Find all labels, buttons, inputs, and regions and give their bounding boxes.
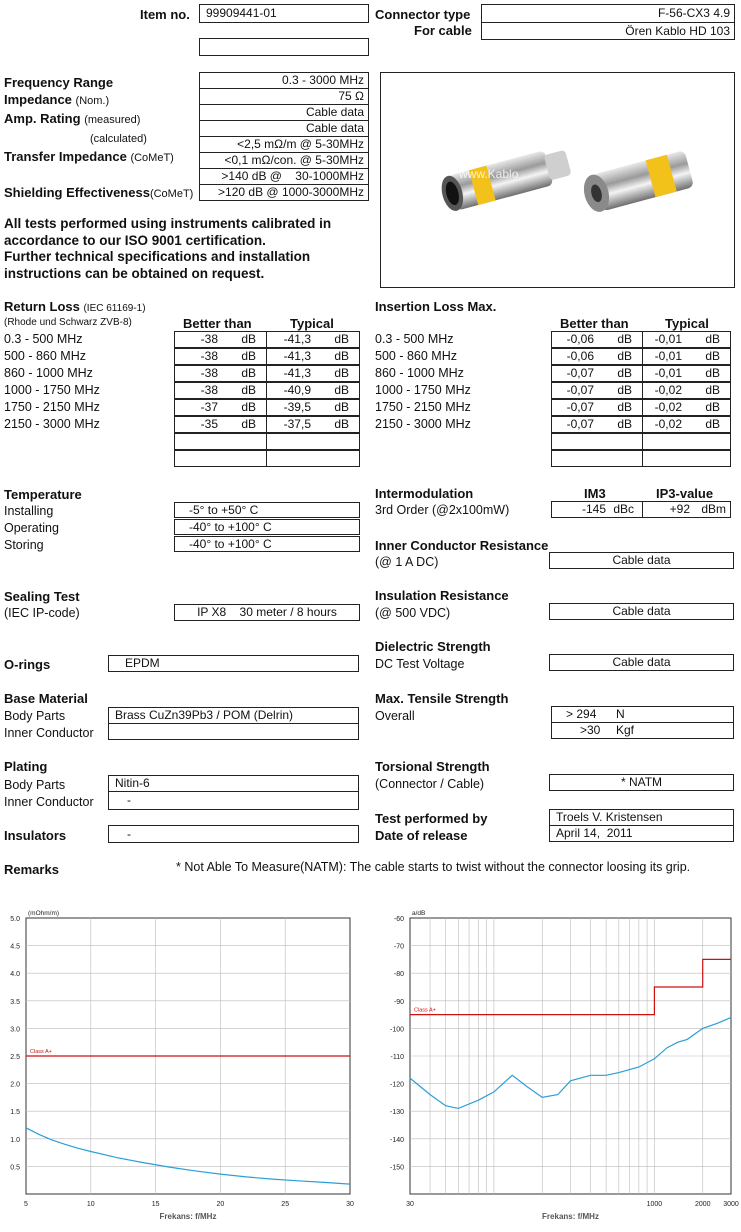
return_loss-typical-unit: dB bbox=[334, 400, 349, 414]
y-tick-label: -120 bbox=[389, 1081, 404, 1089]
return_loss-empty bbox=[174, 433, 267, 450]
amp-measured-sub: (measured) bbox=[84, 114, 141, 126]
transfer-impedance-label: Transfer Impedance bbox=[4, 149, 127, 164]
insertion_loss-better-value: -0,06 bbox=[566, 332, 594, 346]
return_loss-freq: 1000 - 1750 MHz bbox=[4, 383, 100, 397]
operating-field: -40° to +100° C bbox=[174, 519, 360, 535]
inner-res-title: Inner Conductor Resistance bbox=[375, 538, 549, 553]
insertion_loss-better-unit: dB bbox=[617, 332, 632, 346]
insertion_loss-typical-value: -0,01 bbox=[654, 366, 682, 380]
shielding-sub: (CoMeT) bbox=[149, 188, 194, 200]
watermark: www.Kablo bbox=[459, 167, 519, 181]
spec-value: Cable data bbox=[199, 120, 369, 137]
connector-photo-image bbox=[381, 73, 734, 287]
return_loss-freq: 500 - 860 MHz bbox=[4, 349, 86, 363]
plating-body-field: Nitin-6 bbox=[108, 775, 359, 792]
insertion_loss-better-unit: dB bbox=[617, 417, 632, 431]
insertion_loss-typical-value: -0,01 bbox=[654, 349, 682, 363]
x-tick-label: 10 bbox=[86, 1201, 95, 1208]
y-tick-label: -60 bbox=[393, 916, 404, 923]
return-loss-std: (IEC 61169-1) bbox=[83, 303, 146, 314]
x-tick-label: 30 bbox=[346, 1201, 354, 1208]
insertion_loss-typical-unit: dB bbox=[705, 400, 720, 414]
y-tick-label: -150 bbox=[389, 1164, 404, 1172]
installing-label: Installing bbox=[4, 504, 54, 518]
operating-label: Operating bbox=[4, 521, 59, 535]
for-cable-label: For cable bbox=[414, 23, 472, 38]
insertion_loss-freq: 500 - 860 MHz bbox=[375, 349, 457, 363]
insertion-loss-title: Insertion Loss Max. bbox=[375, 299, 497, 314]
return_loss-typical bbox=[266, 382, 360, 399]
third-order-label: 3rd Order (@2x100mW) bbox=[375, 503, 510, 517]
x-tick-label: 3000 bbox=[723, 1201, 739, 1208]
intermod-title: Intermodulation bbox=[375, 486, 474, 501]
impedance-sub: (Nom.) bbox=[75, 95, 110, 107]
plating-inner-field: - bbox=[108, 791, 359, 810]
amp-rating-label: Amp. Rating bbox=[4, 111, 81, 126]
x-tick-label: 1000 bbox=[646, 1201, 663, 1208]
tensile-n-unit: N bbox=[616, 707, 625, 721]
insertion_loss-typical-value: -0,02 bbox=[654, 383, 682, 397]
im3-col: IM3 bbox=[584, 486, 606, 501]
insertion_loss-better-unit: dB bbox=[617, 383, 632, 397]
spec-value: Cable data bbox=[199, 104, 369, 121]
return_loss-better-value: -38 bbox=[200, 383, 218, 397]
x-tick-label: 30 bbox=[406, 1201, 414, 1208]
tensile-kgf-unit: Kgf bbox=[616, 723, 635, 737]
return_loss-typical-value: -37,5 bbox=[283, 417, 311, 431]
x-tick-label: 20 bbox=[216, 1201, 225, 1208]
insertion_loss-typical bbox=[642, 382, 731, 399]
storing-field: -40° to +100° C bbox=[174, 536, 360, 552]
connector-type-field: F-56-CX3 4.9 bbox=[481, 4, 735, 23]
insertion_loss-better bbox=[551, 399, 643, 416]
product-photo bbox=[380, 72, 735, 288]
y-tick-label: 4.0 bbox=[10, 971, 20, 979]
insulators-field: - bbox=[108, 825, 359, 843]
insertion_loss-better bbox=[551, 416, 643, 433]
transfer-impedance-chart bbox=[0, 905, 360, 1232]
spec-labels bbox=[4, 74, 193, 203]
spec-value: 0.3 - 3000 MHz bbox=[199, 72, 369, 89]
insertion_loss-typical-unit: dB bbox=[705, 332, 720, 346]
insertion_loss-typical bbox=[642, 348, 731, 365]
insertion_loss-better bbox=[551, 348, 643, 365]
return_loss-typical-unit: dB bbox=[334, 417, 349, 431]
x-axis-label: Frekans: f/MHz bbox=[542, 1212, 599, 1221]
insertion_loss-typical-value: -0,02 bbox=[654, 417, 682, 431]
tensile-sub: Overall bbox=[375, 709, 415, 723]
ip3-value bbox=[642, 501, 731, 518]
rl-col-better: Better than bbox=[183, 316, 252, 331]
note-line: Further technical specifications and installation bbox=[4, 249, 311, 264]
insertion_loss-better bbox=[551, 382, 643, 399]
y-tick-label: -140 bbox=[389, 1136, 404, 1144]
return_loss-freq: 0.3 - 500 MHz bbox=[4, 332, 83, 346]
dielectric-sub: DC Test Voltage bbox=[375, 657, 465, 671]
il-col-better: Better than bbox=[560, 316, 629, 331]
note-line: instructions can be obtained on request. bbox=[4, 265, 265, 281]
y-tick-label: -130 bbox=[389, 1109, 404, 1117]
dielectric-field: Cable data bbox=[549, 654, 734, 671]
sealing-title: Sealing Test bbox=[4, 589, 80, 604]
transfer-sub: (CoMeT) bbox=[130, 152, 174, 164]
return_loss-typical-value: -41,3 bbox=[283, 366, 311, 380]
return_loss-better-value: -35 bbox=[200, 417, 218, 431]
temperature-title: Temperature bbox=[4, 487, 82, 502]
return_loss-freq: 860 - 1000 MHz bbox=[4, 366, 93, 380]
return_loss-better bbox=[174, 331, 267, 348]
return_loss-typical bbox=[266, 416, 360, 433]
return_loss-better-unit: dB bbox=[241, 332, 256, 346]
insulation-sub: (@ 500 VDC) bbox=[375, 606, 451, 620]
return_loss-better-unit: dB bbox=[241, 383, 256, 397]
return-loss-label: Return Loss bbox=[4, 299, 80, 314]
insertion_loss-freq: 1000 - 1750 MHz bbox=[375, 383, 471, 397]
x-axis-label: Frekans: f/MHz bbox=[159, 1212, 217, 1221]
spec-value: <0,1 mΩ/con. @ 5-30MHz bbox=[199, 152, 369, 169]
tensile-n bbox=[551, 706, 734, 723]
inner-res-field: Cable data bbox=[549, 552, 734, 569]
insulators-title: Insulators bbox=[4, 828, 67, 843]
return-loss-title bbox=[4, 299, 146, 314]
impedance-label: Impedance bbox=[4, 92, 72, 107]
return_loss-better bbox=[174, 382, 267, 399]
return_loss-empty bbox=[174, 450, 267, 467]
y-tick-label: 5.0 bbox=[10, 916, 20, 923]
test-by-field: Troels V. Kristensen bbox=[549, 809, 734, 826]
return_loss-empty bbox=[266, 433, 360, 450]
torsional-sub: (Connector / Cable) bbox=[375, 777, 485, 791]
insertion_loss-typical-unit: dB bbox=[705, 366, 720, 380]
insertion_loss-better-value: -0,07 bbox=[566, 366, 594, 380]
insertion_loss-typical bbox=[642, 365, 731, 382]
insertion_loss-typical-value: -0,01 bbox=[654, 332, 682, 346]
insertion_loss-freq: 0.3 - 500 MHz bbox=[375, 332, 454, 346]
plating-title: Plating bbox=[4, 759, 48, 774]
return_loss-typical-value: -40,9 bbox=[283, 383, 311, 397]
return_loss-better-unit: dB bbox=[241, 417, 256, 431]
spec-value: 75 Ω bbox=[199, 88, 369, 105]
connector-type-label: Connector type bbox=[375, 7, 471, 22]
insertion_loss-empty bbox=[642, 450, 731, 467]
item-label: Item no. bbox=[140, 7, 190, 22]
remarks-text: * Not Able To Measure(NATM): The cable starts to twist without the connector loosing its grip. bbox=[176, 860, 691, 874]
return-loss-device: (Rhode und Schwarz ZVB-8) bbox=[4, 317, 132, 328]
tensile-n-value: > 294 bbox=[566, 707, 597, 721]
insertion_loss-empty bbox=[642, 433, 731, 450]
torsional-field: * NATM bbox=[549, 774, 734, 791]
im3-number: -145 bbox=[581, 502, 606, 516]
base-inner-label: Inner Conductor bbox=[4, 726, 94, 740]
y-tick-label: -110 bbox=[390, 1054, 404, 1061]
y-tick-label: -100 bbox=[389, 1026, 404, 1034]
insertion_loss-better-unit: dB bbox=[617, 349, 632, 363]
ip3-col: IP3-value bbox=[656, 486, 714, 501]
y-tick-label: 3.5 bbox=[10, 998, 20, 1006]
tensile-kgf bbox=[551, 722, 734, 739]
x-tick-label: 25 bbox=[281, 1201, 290, 1208]
x-tick-label: 5 bbox=[24, 1201, 28, 1208]
return_loss-typical bbox=[266, 365, 360, 382]
insertion_loss-better-unit: dB bbox=[617, 400, 632, 414]
insertion_loss-better-unit: dB bbox=[617, 366, 632, 380]
remarks-title: Remarks bbox=[4, 862, 59, 877]
insertion_loss-freq: 2150 - 3000 MHz bbox=[375, 417, 471, 431]
return_loss-better-value: -38 bbox=[200, 349, 218, 363]
y-tick-label: 0.5 bbox=[10, 1164, 20, 1172]
base-body-label: Body Parts bbox=[4, 709, 66, 723]
spec-value: <2,5 mΩ/m @ 5-30MHz bbox=[199, 136, 369, 153]
return_loss-better-unit: dB bbox=[241, 349, 256, 363]
base-material-title: Base Material bbox=[4, 691, 88, 706]
y-tick-label: 2.5 bbox=[10, 1054, 20, 1061]
return_loss-freq: 2150 - 3000 MHz bbox=[4, 417, 100, 431]
return_loss-typical-value: -39,5 bbox=[283, 400, 311, 414]
im3-value bbox=[551, 501, 643, 518]
return_loss-typical-value: -41,3 bbox=[283, 349, 311, 363]
tensile-title: Max. Tensile Strength bbox=[375, 691, 509, 706]
y-axis-label: a/dB bbox=[412, 910, 426, 917]
insertion_loss-typical-value: -0,02 bbox=[654, 400, 682, 414]
y-tick-label: -90 bbox=[393, 998, 404, 1006]
x-tick-label: 2000 bbox=[694, 1201, 711, 1208]
release-date-field: April 14, 2011 bbox=[549, 825, 734, 842]
insertion_loss-better-value: -0,06 bbox=[566, 349, 594, 363]
y-tick-label: -80 bbox=[393, 971, 404, 979]
base-body-field: Brass CuZn39Pb3 / POM (Delrin) bbox=[108, 707, 359, 724]
insertion_loss-typical-unit: dB bbox=[705, 417, 720, 431]
y-tick-label: 1.5 bbox=[10, 1109, 20, 1117]
spec-value: >120 dB @ 1000-3000MHz bbox=[199, 184, 369, 201]
return_loss-better bbox=[174, 416, 267, 433]
insertion_loss-typical bbox=[642, 399, 731, 416]
tensile-kgf-value: >30 bbox=[580, 723, 601, 737]
sealing-field: IP X8 30 meter / 8 hours bbox=[174, 604, 360, 621]
return_loss-better-value: -37 bbox=[200, 400, 218, 414]
insertion_loss-typical bbox=[642, 416, 731, 433]
release-date-label: Date of release bbox=[375, 828, 468, 843]
note-line: accordance to our ISO 9001 certification. bbox=[4, 232, 266, 248]
return_loss-freq: 1750 - 2150 MHz bbox=[4, 400, 100, 414]
y-tick-label: 1.0 bbox=[10, 1136, 20, 1144]
return_loss-typical-unit: dB bbox=[334, 383, 349, 397]
frequency-range-label: Frequency Range bbox=[4, 75, 114, 90]
x-tick-label: 15 bbox=[151, 1201, 160, 1208]
return_loss-typical-value: -41,3 bbox=[283, 332, 311, 346]
insulation-title: Insulation Resistance bbox=[375, 588, 509, 603]
insertion_loss-better bbox=[551, 331, 643, 348]
spec-value: >140 dB @ 30-1000MHz bbox=[199, 168, 369, 185]
torsional-title: Torsional Strength bbox=[375, 759, 490, 774]
insertion_loss-empty bbox=[551, 450, 643, 467]
amp-calculated-sub: (calculated) bbox=[90, 133, 147, 145]
return_loss-typical-unit: dB bbox=[334, 349, 349, 363]
return_loss-typical bbox=[266, 348, 360, 365]
insertion_loss-typical-unit: dB bbox=[705, 349, 720, 363]
inner-res-sub: (@ 1 A DC) bbox=[375, 555, 439, 569]
sealing-sub: (IEC IP-code) bbox=[4, 606, 80, 620]
return_loss-better-value: -38 bbox=[200, 332, 218, 346]
insertion_loss-freq: 1750 - 2150 MHz bbox=[375, 400, 471, 414]
plating-inner-label: Inner Conductor bbox=[4, 795, 94, 809]
return_loss-typical-unit: dB bbox=[334, 366, 349, 380]
return_loss-better bbox=[174, 399, 267, 416]
return_loss-better-value: -38 bbox=[200, 366, 218, 380]
y-tick-label: 4.5 bbox=[10, 943, 20, 951]
insertion_loss-better-value: -0,07 bbox=[566, 400, 594, 414]
return_loss-empty bbox=[266, 450, 360, 467]
im3-unit: dBc bbox=[613, 502, 634, 516]
rl-col-typical: Typical bbox=[290, 316, 334, 331]
insertion_loss-better-value: -0,07 bbox=[566, 417, 594, 431]
for-cable-field: Ören Kablo HD 103 bbox=[481, 22, 735, 40]
y-axis-label: (mOhm/m) bbox=[28, 910, 60, 917]
insertion_loss-typical-unit: dB bbox=[705, 383, 720, 397]
return_loss-better bbox=[174, 365, 267, 382]
limit-label: Class A+ bbox=[414, 1007, 436, 1014]
installing-field: -5° to +50° C bbox=[174, 502, 360, 518]
return_loss-better bbox=[174, 348, 267, 365]
screening-attenuation-chart bbox=[380, 905, 741, 1232]
shielding-label: Shielding Effectiveness bbox=[4, 185, 150, 200]
il-col-typical: Typical bbox=[665, 316, 709, 331]
base-inner-field bbox=[108, 723, 359, 740]
return_loss-typical bbox=[266, 331, 360, 348]
return_loss-typical-unit: dB bbox=[334, 332, 349, 346]
insertion_loss-empty bbox=[551, 433, 643, 450]
insulation-field: Cable data bbox=[549, 603, 734, 620]
dielectric-title: Dielectric Strength bbox=[375, 639, 491, 654]
y-tick-label: -70 bbox=[393, 943, 404, 951]
orings-field: EPDM bbox=[108, 655, 359, 672]
orings-title: O-rings bbox=[4, 657, 51, 672]
return_loss-better-unit: dB bbox=[241, 366, 256, 380]
limit-label: Class A+ bbox=[30, 1049, 52, 1055]
spec-values bbox=[199, 72, 369, 201]
ip3-number: +92 bbox=[669, 502, 690, 516]
calibration-note bbox=[4, 216, 331, 282]
ip3-unit: dBm bbox=[701, 502, 726, 516]
insertion_loss-better bbox=[551, 365, 643, 382]
return_loss-typical bbox=[266, 399, 360, 416]
note-line: All tests performed using instruments calibrated in bbox=[4, 216, 332, 231]
test-by-label: Test performed by bbox=[375, 811, 488, 826]
insertion_loss-better-value: -0,07 bbox=[566, 383, 594, 397]
insertion_loss-freq: 860 - 1000 MHz bbox=[375, 366, 464, 380]
insertion_loss-typical bbox=[642, 331, 731, 348]
item-extra-field bbox=[199, 38, 369, 56]
plating-body-label: Body Parts bbox=[4, 778, 66, 792]
storing-label: Storing bbox=[4, 538, 44, 552]
y-tick-label: 3.0 bbox=[10, 1026, 20, 1034]
item-field: 99909441-01 bbox=[199, 4, 369, 23]
y-tick-label: 2.0 bbox=[10, 1081, 20, 1089]
return_loss-better-unit: dB bbox=[241, 400, 256, 414]
